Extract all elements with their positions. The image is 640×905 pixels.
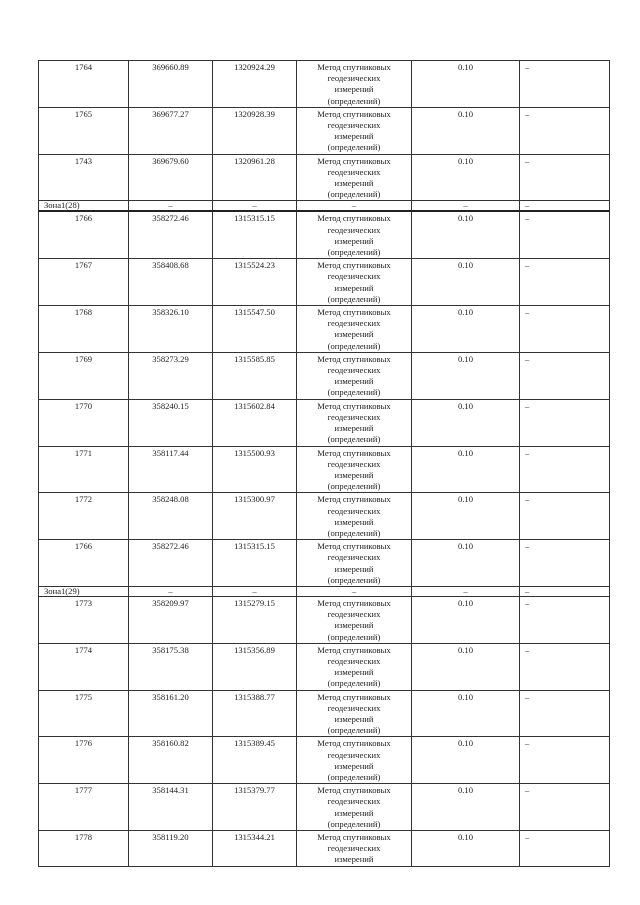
point-id-cell: 1743 — [39, 154, 129, 201]
method-cell — [297, 737, 412, 784]
method-line: измерений — [334, 178, 374, 189]
method-line: измерений — [334, 854, 374, 865]
accuracy-cell: – — [412, 586, 520, 596]
method-cell — [297, 446, 412, 493]
method-line: измерений — [334, 282, 374, 293]
method-line: Метод спутниковых — [317, 260, 391, 271]
table-row — [39, 446, 610, 493]
method-line: измерений — [334, 620, 374, 631]
method-line: измерений — [334, 516, 374, 527]
accuracy-cell: 0.10 — [412, 737, 520, 784]
y-coordinate-cell: 1315315.15 — [213, 211, 297, 258]
extra-cell: – — [520, 61, 610, 108]
method-line: геодезических — [327, 702, 381, 713]
extra-cell: – — [520, 586, 610, 596]
point-id-cell: 1769 — [39, 352, 129, 399]
method-line: геодезических — [327, 271, 381, 282]
table-row — [39, 61, 610, 108]
method-cell — [297, 540, 412, 587]
extra-cell: – — [520, 306, 610, 353]
point-id-cell: Зона1(28) — [39, 201, 129, 212]
table-row — [39, 596, 610, 643]
table-row — [39, 831, 610, 867]
x-coordinate-cell: 358119.20 — [129, 831, 213, 867]
method-cell — [297, 107, 412, 154]
point-id-cell: 1778 — [39, 831, 129, 867]
accuracy-cell: 0.10 — [412, 61, 520, 108]
method-line: Метод спутниковых — [317, 62, 391, 72]
y-coordinate-cell: 1315547.50 — [213, 306, 297, 353]
method-line: (определений) — [327, 481, 381, 492]
method-line: Метод спутниковых — [317, 108, 391, 119]
accuracy-cell: 0.10 — [412, 540, 520, 587]
method-line: геодезических — [327, 552, 381, 563]
method-line: Метод спутниковых — [317, 494, 391, 505]
method-line: (определений) — [327, 434, 381, 445]
extra-cell: – — [520, 784, 610, 831]
method-line: (определений) — [327, 631, 381, 642]
method-line: измерений — [334, 235, 374, 246]
accuracy-cell: – — [412, 201, 520, 212]
method-cell — [297, 201, 412, 212]
accuracy-cell: 0.10 — [412, 831, 520, 867]
x-coordinate-cell: 358240.15 — [129, 399, 213, 446]
method-line: измерений — [334, 760, 374, 771]
method-cell — [297, 211, 412, 258]
method-line: (определений) — [327, 527, 381, 538]
coordinates-table-body — [39, 61, 610, 867]
y-coordinate-cell: 1315585.85 — [213, 352, 297, 399]
x-coordinate-cell: – — [129, 201, 213, 212]
x-coordinate-cell: 358144.31 — [129, 784, 213, 831]
method-line: – — [351, 585, 357, 596]
method-cell — [297, 831, 412, 867]
method-line: Метод спутниковых — [317, 644, 391, 655]
method-line: (определений) — [327, 771, 381, 782]
extra-cell: – — [520, 399, 610, 446]
table-row — [39, 306, 610, 353]
x-coordinate-cell: 358161.20 — [129, 690, 213, 737]
accuracy-cell: 0.10 — [412, 352, 520, 399]
accuracy-cell: 0.10 — [412, 259, 520, 306]
method-line: измерений — [334, 713, 374, 724]
accuracy-cell: 0.10 — [412, 493, 520, 540]
method-line: измерений — [334, 667, 374, 678]
method-line: геодезических — [327, 411, 381, 422]
method-line: геодезических — [327, 796, 381, 807]
method-line: Метод спутниковых — [317, 832, 391, 842]
y-coordinate-cell: 1315602.84 — [213, 399, 297, 446]
accuracy-cell: 0.10 — [412, 446, 520, 493]
table-row — [39, 399, 610, 446]
method-cell — [297, 586, 412, 596]
point-id-cell: 1766 — [39, 540, 129, 587]
extra-cell: – — [520, 211, 610, 258]
point-id-cell: 1777 — [39, 784, 129, 831]
method-line: (определений) — [327, 678, 381, 689]
method-cell — [297, 690, 412, 737]
method-line: (определений) — [327, 95, 381, 106]
accuracy-cell: 0.10 — [412, 643, 520, 690]
extra-cell: – — [520, 690, 610, 737]
point-id-cell: 1773 — [39, 596, 129, 643]
y-coordinate-cell: 1315315.15 — [213, 540, 297, 587]
method-line: (определений) — [327, 340, 381, 351]
extra-cell: – — [520, 107, 610, 154]
accuracy-cell: 0.10 — [412, 211, 520, 258]
x-coordinate-cell: 358272.46 — [129, 211, 213, 258]
method-line: геодезических — [327, 224, 381, 235]
method-line: геодезических — [327, 365, 381, 376]
y-coordinate-cell: 1320928.39 — [213, 107, 297, 154]
y-coordinate-cell: – — [213, 586, 297, 596]
zone-row — [39, 201, 610, 212]
y-coordinate-cell: 1315356.89 — [213, 643, 297, 690]
point-id-cell: 1768 — [39, 306, 129, 353]
table-row — [39, 493, 610, 540]
y-coordinate-cell: 1320961.28 — [213, 154, 297, 201]
accuracy-cell: 0.10 — [412, 399, 520, 446]
method-line: (определений) — [327, 142, 381, 153]
extra-cell: – — [520, 737, 610, 784]
method-cell — [297, 596, 412, 643]
x-coordinate-cell: 358248.08 — [129, 493, 213, 540]
point-id-cell: 1770 — [39, 399, 129, 446]
point-id-cell: 1764 — [39, 61, 129, 108]
method-line: Метод спутниковых — [317, 785, 391, 796]
extra-cell: – — [520, 643, 610, 690]
table-row — [39, 643, 610, 690]
method-cell — [297, 784, 412, 831]
method-cell — [297, 493, 412, 540]
method-line: Метод спутниковых — [317, 213, 391, 224]
x-coordinate-cell: – — [129, 586, 213, 596]
accuracy-cell: 0.10 — [412, 107, 520, 154]
x-coordinate-cell: 358175.38 — [129, 643, 213, 690]
y-coordinate-cell: 1315524.23 — [213, 259, 297, 306]
accuracy-cell: 0.10 — [412, 690, 520, 737]
extra-cell: – — [520, 259, 610, 306]
extra-cell: – — [520, 446, 610, 493]
method-line: измерений — [334, 376, 374, 387]
method-line: геодезических — [327, 166, 381, 177]
extra-cell: – — [520, 201, 610, 212]
y-coordinate-cell: 1315279.15 — [213, 596, 297, 643]
method-cell — [297, 306, 412, 353]
method-line: (определений) — [327, 725, 381, 736]
point-id-cell: 1766 — [39, 211, 129, 258]
method-line: геодезических — [327, 318, 381, 329]
extra-cell: – — [520, 596, 610, 643]
method-line: измерений — [334, 469, 374, 480]
x-coordinate-cell: 358209.97 — [129, 596, 213, 643]
method-cell — [297, 643, 412, 690]
point-id-cell: 1774 — [39, 643, 129, 690]
table-row — [39, 784, 610, 831]
y-coordinate-cell: 1315379.77 — [213, 784, 297, 831]
method-line: (определений) — [327, 574, 381, 585]
method-line: геодезических — [327, 458, 381, 469]
table-row — [39, 352, 610, 399]
document-page — [38, 60, 609, 867]
x-coordinate-cell: 358408.68 — [129, 259, 213, 306]
method-line: Метод спутниковых — [317, 691, 391, 702]
y-coordinate-cell: 1315389.45 — [213, 737, 297, 784]
method-line: Метод спутниковых — [317, 155, 391, 166]
method-line: измерений — [334, 563, 374, 574]
x-coordinate-cell: 369679.60 — [129, 154, 213, 201]
method-line: Метод спутниковых — [317, 353, 391, 364]
coordinates-table — [38, 60, 610, 867]
table-row — [39, 154, 610, 201]
extra-cell: – — [520, 831, 610, 867]
point-id-cell: 1767 — [39, 259, 129, 306]
accuracy-cell: 0.10 — [412, 154, 520, 201]
method-cell — [297, 352, 412, 399]
method-cell — [297, 259, 412, 306]
method-cell — [297, 61, 412, 108]
y-coordinate-cell: 1315300.97 — [213, 493, 297, 540]
method-line: измерений — [334, 807, 374, 818]
method-line: Метод спутниковых — [317, 400, 391, 411]
y-coordinate-cell: – — [213, 201, 297, 212]
method-line: геодезических — [327, 505, 381, 516]
x-coordinate-cell: 358273.29 — [129, 352, 213, 399]
method-line: Метод спутниковых — [317, 738, 391, 749]
x-coordinate-cell: 358326.10 — [129, 306, 213, 353]
y-coordinate-cell: 1315344.21 — [213, 831, 297, 867]
method-line: Метод спутниковых — [317, 597, 391, 608]
y-coordinate-cell: 1315500.93 — [213, 446, 297, 493]
table-row — [39, 259, 610, 306]
method-line: (определений) — [327, 293, 381, 304]
point-id-cell: 1765 — [39, 107, 129, 154]
accuracy-cell: 0.10 — [412, 784, 520, 831]
x-coordinate-cell: 358272.46 — [129, 540, 213, 587]
method-line: (определений) — [327, 189, 381, 200]
point-id-cell: 1776 — [39, 737, 129, 784]
table-row — [39, 737, 610, 784]
method-line: (определений) — [327, 387, 381, 398]
method-line: измерений — [334, 329, 374, 340]
point-id-cell: 1775 — [39, 690, 129, 737]
x-coordinate-cell: 369660.89 — [129, 61, 213, 108]
method-line: измерений — [334, 131, 374, 142]
extra-cell: – — [520, 352, 610, 399]
table-row — [39, 690, 610, 737]
point-id-cell: 1771 — [39, 446, 129, 493]
method-line: геодезических — [327, 120, 381, 131]
method-line: (определений) — [327, 247, 381, 258]
zone-row — [39, 586, 610, 596]
method-line: геодезических — [327, 655, 381, 666]
extra-cell: – — [520, 540, 610, 587]
method-line: геодезических — [327, 609, 381, 620]
extra-cell: – — [520, 154, 610, 201]
y-coordinate-cell: 1315388.77 — [213, 690, 297, 737]
method-line: геодезических — [327, 749, 381, 760]
table-row — [39, 107, 610, 154]
x-coordinate-cell: 369677.27 — [129, 107, 213, 154]
method-line: Метод спутниковых — [317, 447, 391, 458]
accuracy-cell: 0.10 — [412, 306, 520, 353]
method-line: – — [351, 200, 357, 211]
table-row — [39, 540, 610, 587]
method-line: геодезических — [327, 843, 381, 854]
method-line: измерений — [334, 84, 374, 95]
accuracy-cell: 0.10 — [412, 596, 520, 643]
x-coordinate-cell: 358160.82 — [129, 737, 213, 784]
table-row — [39, 211, 610, 258]
method-cell — [297, 399, 412, 446]
y-coordinate-cell: 1320924.29 — [213, 61, 297, 108]
x-coordinate-cell: 358117.44 — [129, 446, 213, 493]
method-line: Метод спутниковых — [317, 307, 391, 318]
point-id-cell: Зона1(29) — [39, 586, 129, 596]
method-line: Метод спутниковых — [317, 541, 391, 552]
method-cell — [297, 154, 412, 201]
point-id-cell: 1772 — [39, 493, 129, 540]
method-line: (определений) — [327, 818, 381, 829]
method-line: геодезических — [327, 73, 381, 84]
method-line: измерений — [334, 423, 374, 434]
extra-cell: – — [520, 493, 610, 540]
